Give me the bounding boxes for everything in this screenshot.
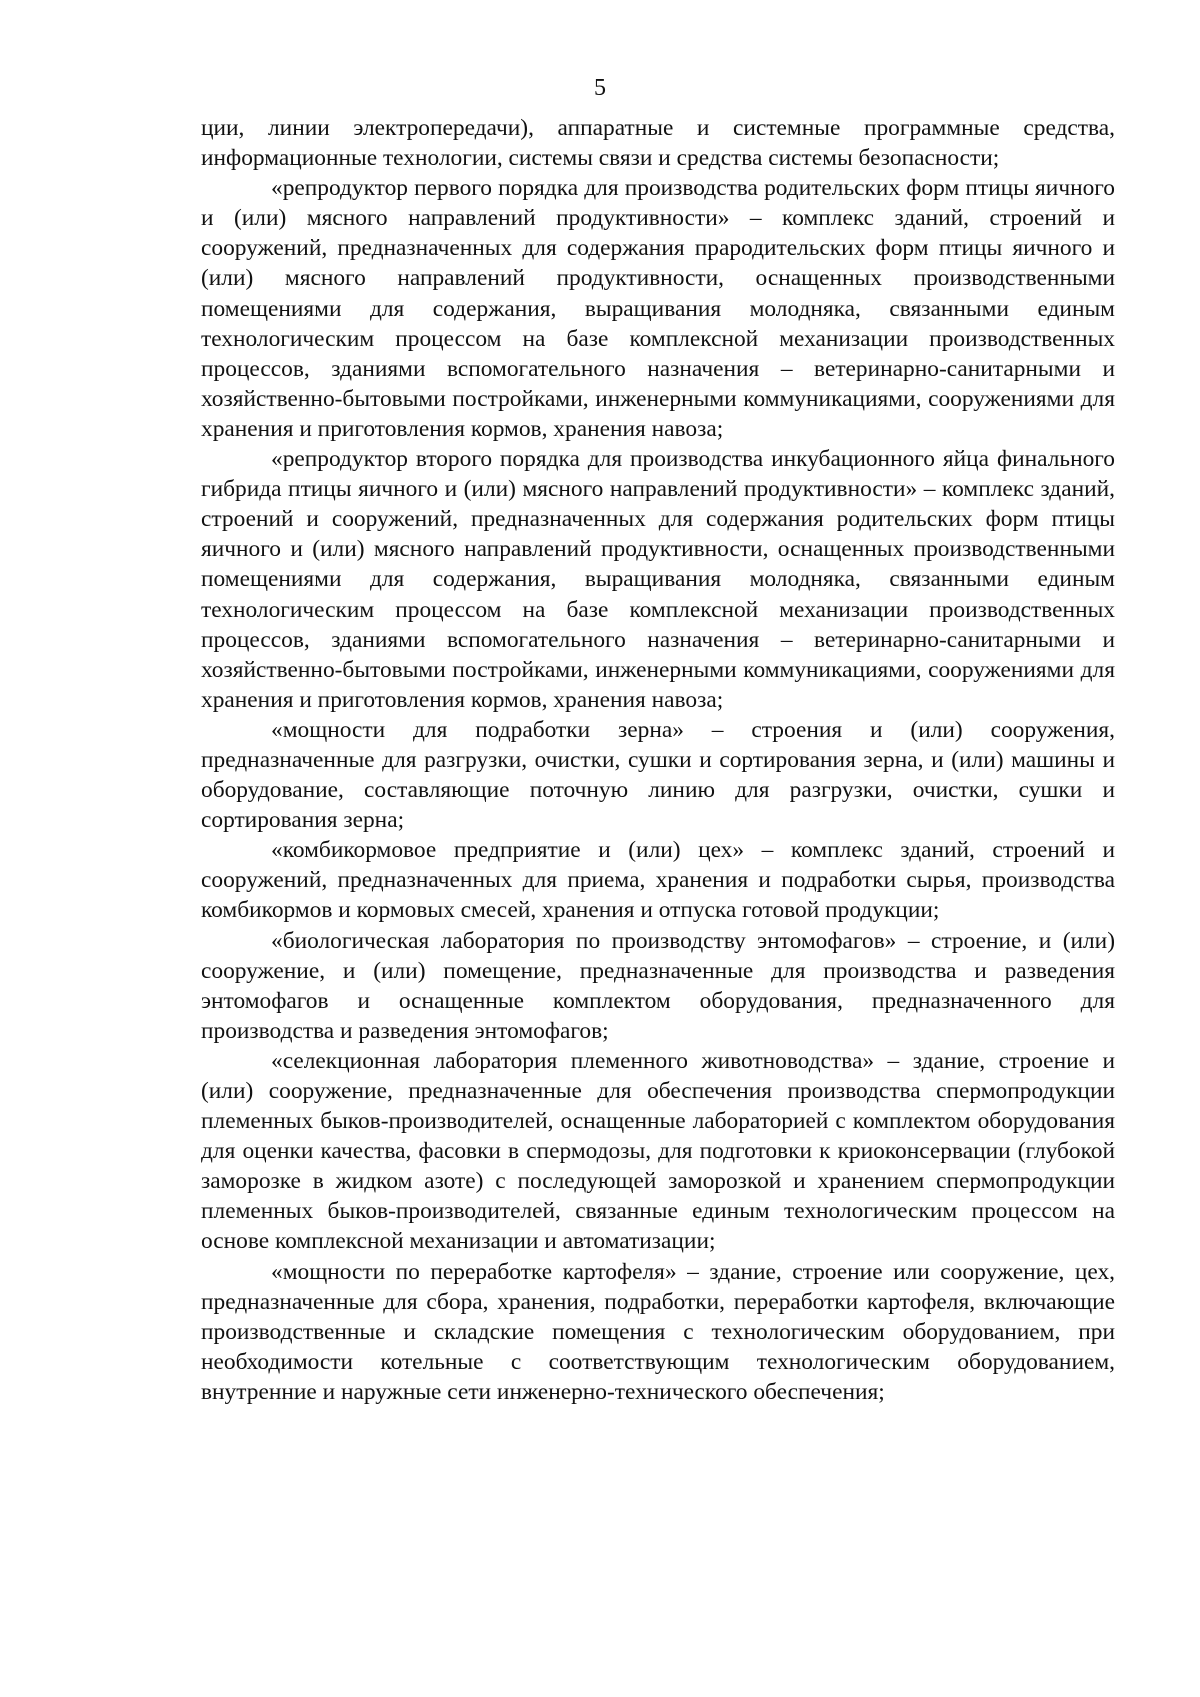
paragraph-first-order-reproducer: «репродуктор первого порядка для производства родительских форм птицы яичного и (или) мясного направлений продуктивности» – комплекс зданий, строений и сооружений, предназначенных для содержания прародительских форм птицы яичного и (или) мясного направлений продуктивности, оснащенных производственными помещениями для содержания, выращивания молодняка, связанными единым технологическим процессом на базе комплексной механизации производственных процессов, зданиями вспомогательного назначения – ветеринарно-санитарными и хозяйственно-бытовыми постройками, инженерными коммуникациями, сооружениями для хранения и приготовления кормов, хранения навоза; <box>201 175 1115 442</box>
paragraph-grain-processing: «мощности для подработки зерна» – строения и (или) сооружения, предназначенные для разгрузки, очистки, сушки и сортирования зерна, и (или) машины и оборудование, составляющие поточную линию для разгрузки, очистки, сушки и сортирования зерна; <box>201 716 1115 834</box>
paragraph-second-order-reproducer: «репродуктор второго порядка для производства инкубационного яйца финального гибрида птицы яичного и (или) мясного направлений продуктивности» – комплекс зданий, строений и сооружений, предназначенных для содержания родительских форм птицы яичного и (или) мясного направлений продуктивности, оснащенных производственными помещениями для содержания, выращивания молодняка, связанными единым технологическим процессом на базе комплексной механизации производственных процессов, зданиями вспомогательного назначения – ветеринарно-санитарными и хозяйственно-бытовыми постройками, инженерными коммуникациями, сооружениями для хранения и приготовления кормов, хранения навоза; <box>201 446 1115 713</box>
document-body <box>201 113 1115 1407</box>
paragraph-breeding-lab: «селекционная лаборатория племенного животноводства» – здание, строение и (или) сооружение, предназначенные для обеспечения производства спермопродукции племенных быков-производителей, оснащенные лабораторией с комплектом оборудования для оценки качества, фасовки в спермодозы, для подготовки к криоконсервации (глубокой заморозке в жидком азоте) с последующей заморозкой и хранением спермопродукции племенных быков-производителей, связанные единым технологическим процессом на основе комплексной механизации и автоматизации; <box>201 1047 1115 1255</box>
paragraph-feed-mill: «комбикормовое предприятие и (или) цех» – комплекс зданий, строений и сооружений, предназначенных для приема, хранения и подработки сырья, производства комбикормов и кормовых смесей, хранения и отпуска готовой продукции; <box>201 837 1115 924</box>
paragraph-potato-processing: «мощности по переработке картофеля» – здание, строение или сооружение, цех, предназначенные для сбора, хранения, подработки, переработки картофеля, включающие производственные и складские помещения с технологическим оборудованием, при необходимости котельные с соответствующим технологическим оборудованием, внутренние и наружные сети инженерно-технического обеспечения; <box>201 1258 1115 1405</box>
page-number: 5 <box>594 75 606 101</box>
paragraph-entomophage-lab: «биологическая лаборатория по производству энтомофагов» – строение, и (или) сооружение, и (или) помещение, предназначенные для производства и разведения энтомофагов и оснащенные комплектом оборудования, предназначенного для производства и разведения энтомофагов; <box>201 927 1115 1044</box>
paragraph-continuation: ции, линии электропередачи), аппаратные и системные программные средства, информационные технологии, системы связи и средства системы безопасности; <box>201 115 1115 172</box>
